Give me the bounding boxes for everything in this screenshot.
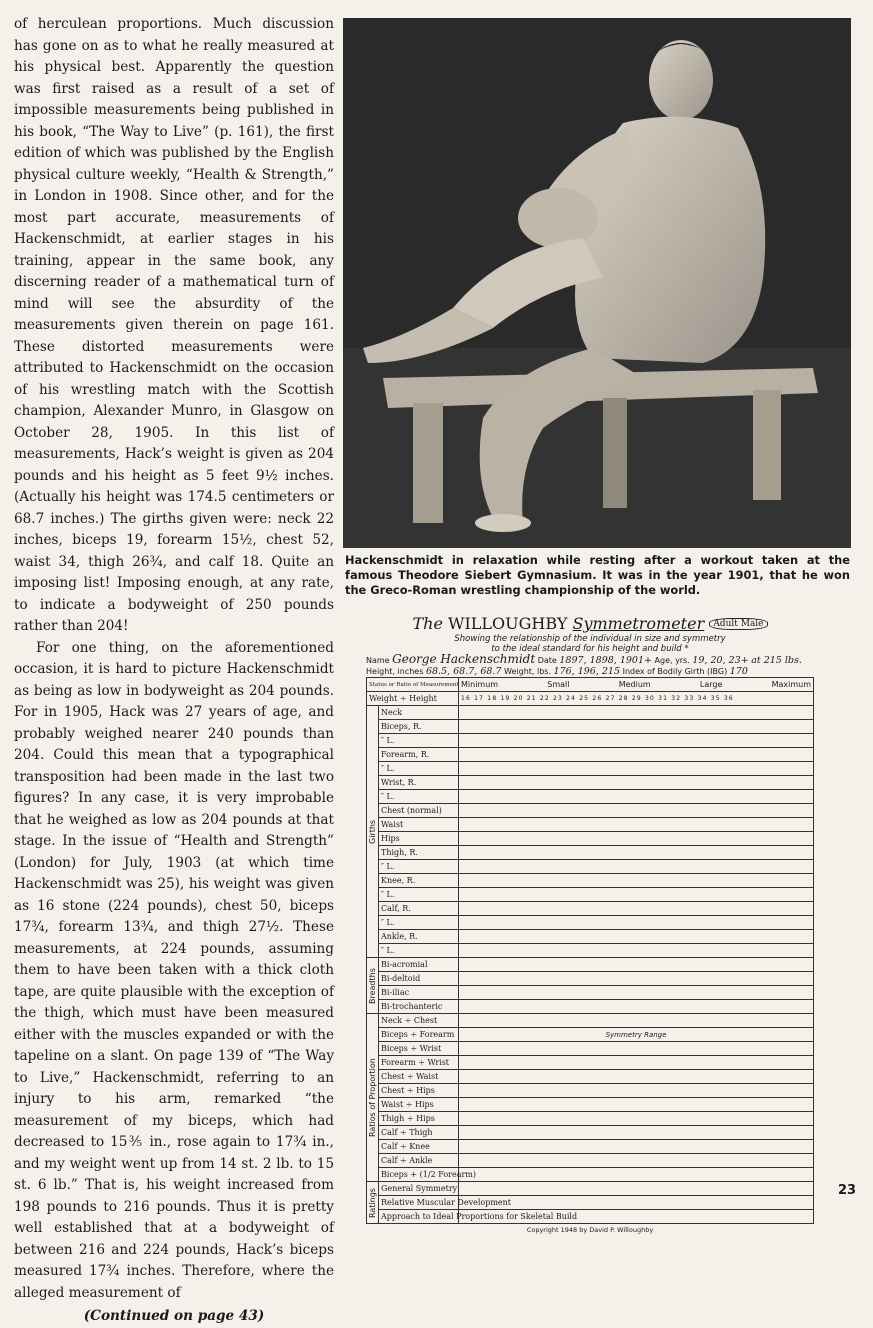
- breadths-item-label: Bi-acromial: [379, 958, 459, 972]
- girths-row: [367, 902, 814, 916]
- girths-item-label: Forearm, R.: [379, 748, 459, 762]
- girths-row: [367, 846, 814, 860]
- girths-item-label: ″ L.: [379, 790, 459, 804]
- girths-item-label: ″ L.: [379, 916, 459, 930]
- symmetry-range-label: Symmetry Range: [605, 1030, 667, 1039]
- girths-row: [367, 930, 814, 944]
- ratios-plot-cell: [459, 1042, 814, 1056]
- index-value: 170: [729, 666, 748, 677]
- girths-plot-cell: [459, 846, 814, 860]
- girths-row: [367, 888, 814, 902]
- breadths-item-label: Bi-iliac: [379, 986, 459, 1000]
- ratios-row: [367, 1154, 814, 1168]
- ratios-item-label: Chest ÷ Hips: [379, 1084, 459, 1098]
- breadths-plot-cell: [459, 1000, 814, 1014]
- ratios-group-label: Ratios of Proportion: [367, 1014, 379, 1182]
- ratios-plot-cell: [459, 1168, 814, 1182]
- girths-row: [367, 790, 814, 804]
- scale-header-row: [367, 678, 814, 692]
- bench-leg-middle: [603, 398, 627, 508]
- symmetrometer-chart: [366, 614, 814, 1234]
- photo-illustration: [343, 18, 851, 548]
- girths-plot-cell: [459, 706, 814, 720]
- girths-item-label: Chest (normal): [379, 804, 459, 818]
- ratings-item-label: Relative Muscular Development: [379, 1196, 459, 1210]
- girths-plot-cell: [459, 888, 814, 902]
- date-value: 1897, 1898, 1901+: [559, 655, 652, 666]
- forearm-shape: [518, 188, 598, 248]
- girths-row: [367, 706, 814, 720]
- ratios-item-label: Neck ÷ Chest: [379, 1014, 459, 1028]
- scale-numbers: 16 17 18 19 20 21 22 23 24 25 26 27 28 29 30 31 32 33 34 35 36: [459, 692, 814, 706]
- girths-plot-cell: [459, 902, 814, 916]
- ratios-item-label: Chest ÷ Waist: [379, 1070, 459, 1084]
- symmetrometer-table: [366, 677, 814, 1224]
- ratios-plot-cell: [459, 1070, 814, 1084]
- ratios-plot-cell: [459, 1014, 814, 1028]
- ratios-row: [367, 1014, 814, 1028]
- girths-item-label: Wrist, R.: [379, 776, 459, 790]
- height-value: 68.5, 68.7, 68.7: [425, 666, 502, 677]
- chart-title-name: WILLOUGHBY: [448, 614, 568, 633]
- weight-height-label: Weight ÷ Height: [367, 692, 459, 706]
- foot-shape: [475, 514, 531, 532]
- scale-small: Small: [547, 679, 570, 689]
- status-label: Status or Ratio of Measurement: [367, 678, 459, 692]
- ratios-row: [367, 1028, 814, 1042]
- breadths-row: [367, 958, 814, 972]
- girths-row: [367, 748, 814, 762]
- girths-plot-cell: [459, 748, 814, 762]
- head-shape: [649, 40, 713, 120]
- age-value: 19, 20, 23+: [692, 655, 749, 666]
- breadths-row: [367, 986, 814, 1000]
- girths-plot-cell: [459, 916, 814, 930]
- girths-row: [367, 874, 814, 888]
- breadths-row: [367, 1000, 814, 1014]
- breadths-group-label: Breadths: [367, 958, 379, 1014]
- age-note: at 215 lbs.: [751, 655, 802, 666]
- ratios-row: [367, 1042, 814, 1056]
- ratios-plot-cell: [459, 1098, 814, 1112]
- girths-plot-cell: [459, 720, 814, 734]
- breadths-plot-cell: [459, 986, 814, 1000]
- girths-plot-cell: [459, 776, 814, 790]
- chart-meta-row-1: [366, 654, 814, 666]
- photo-caption: Hackenschmidt in relaxation while resting after a workout taken at the famous Theodore Siebert Gymnasium. It was in the year 1901, that he won the Greco-Roman wrestling championship of the world.: [345, 553, 850, 597]
- chart-title-word: Symmetrometer: [572, 614, 705, 633]
- ratios-item-label: Calf ÷ Knee: [379, 1140, 459, 1154]
- girths-item-label: ″ L.: [379, 860, 459, 874]
- ratios-plot-cell: [459, 1056, 814, 1070]
- girths-item-label: Hips: [379, 832, 459, 846]
- girths-item-label: ″ L.: [379, 762, 459, 776]
- girths-row: [367, 944, 814, 958]
- girths-row: [367, 818, 814, 832]
- chart-title: [366, 614, 814, 634]
- girths-item-label: Biceps, R.: [379, 720, 459, 734]
- ratios-row: [367, 1112, 814, 1126]
- girths-item-label: Thigh, R.: [379, 846, 459, 860]
- girths-row: [367, 860, 814, 874]
- ratios-plot-cell: [459, 1028, 814, 1042]
- girths-row: [367, 776, 814, 790]
- article-paragraph-1: of herculean proportions. Much discussion has gone on as to what he really measured at his physical best. Apparently the question was first raised as a result of a set of impossible measurements being published in his book, “The Way to Live” (p. 161), the first edition of which was published by the English physical culture weekly, “Health & Strength,” in London in 1908. Since other, and for the most part accurate, measurements of Hackenschmidt, at earlier stages in his training, appear in the same book, any discerning reader of a mathematical turn of mind will see the absurdity of the measurements given therein on page 161. These distorted measurements were attributed to Hackenschmidt on the occasion of his wrestling match with the Scottish champion, Alexander Munro, in Glasgow on October 28, 1905. In this list of measurements, Hack’s weight is given as 204 pounds and his height as 5 feet 9½ inches. (Actually his height was 174.5 centimeters or 68.7 inches.) The girths given were: neck 22 inches, biceps 19, forearm 15½, chest 52, waist 34, thigh 26¾, and calf 18. Quite an imposing list! Imposing enough, at any rate, to indicate a bodyweight of 250 pounds rather than 204!: [14, 16, 334, 634]
- ratios-item-label: Forearm ÷ Wrist: [379, 1056, 459, 1070]
- ratios-item-label: Biceps ÷ Wrist: [379, 1042, 459, 1056]
- ratios-plot-cell: [459, 1112, 814, 1126]
- breadths-row: [367, 972, 814, 986]
- ratios-item-label: Calf ÷ Thigh: [379, 1126, 459, 1140]
- ratios-row: [367, 1070, 814, 1084]
- ratings-group-label: Ratings: [367, 1182, 379, 1224]
- girths-plot-cell: [459, 930, 814, 944]
- ratios-row: [367, 1168, 814, 1182]
- scale-header: [459, 678, 814, 692]
- girths-row: [367, 832, 814, 846]
- girths-row: [367, 720, 814, 734]
- girths-item-label: Knee, R.: [379, 874, 459, 888]
- scale-maximum: Maximum: [771, 679, 811, 689]
- girths-plot-cell: [459, 944, 814, 958]
- height-label: Height, inches: [366, 667, 424, 676]
- ratings-plot-cell: [459, 1182, 814, 1196]
- ratios-plot-cell: [459, 1154, 814, 1168]
- girths-row: [367, 762, 814, 776]
- scale-minimum: Minimum: [461, 679, 499, 689]
- girths-item-label: Ankle, R.: [379, 930, 459, 944]
- girths-plot-cell: [459, 832, 814, 846]
- scale-large: Large: [699, 679, 723, 689]
- weight-height-row: [367, 692, 814, 706]
- ratios-row: [367, 1056, 814, 1070]
- article-text: [14, 14, 334, 1324]
- ratios-plot-cell: [459, 1140, 814, 1154]
- breadths-plot-cell: [459, 972, 814, 986]
- girths-item-label: ″ L.: [379, 944, 459, 958]
- girths-item-label: Calf, R.: [379, 902, 459, 916]
- girths-plot-cell: [459, 790, 814, 804]
- ratios-row: [367, 1098, 814, 1112]
- girths-plot-cell: [459, 860, 814, 874]
- chart-subtitle-2: to the ideal standard for his height and build *: [491, 644, 689, 654]
- age-label: Age, yrs.: [654, 656, 690, 665]
- girths-row: [367, 916, 814, 930]
- girths-plot-cell: [459, 762, 814, 776]
- name-label: Name: [366, 656, 390, 665]
- ratios-row: [367, 1140, 814, 1154]
- girths-plot-cell: [459, 734, 814, 748]
- chart-subtitle-1: Showing the relationship of the individual in size and symmetry: [454, 634, 726, 644]
- ratios-row: [367, 1084, 814, 1098]
- article-paragraph-2: For one thing, on the aforementioned occasion, it is hard to picture Hackenschmidt as being as low in bodyweight as 204 pounds. For in 1905, Hack was 27 years of age, and probably weighed nearer 240 pounds than 204. Could this mean that a typographical transposition had been made in the last two figures? In any case, it is very improbable that he weighed as low as 204 pounds at that stage. In the issue of “Health and Strength” (London) for July, 1903 (at which time Hackenschmidt was 25), his weight was given as 16 stone (224 pounds), chest 50, biceps 17¾, forearm 13¾, and thigh 27½. These measurements, at 224 pounds, assuming them to have been taken with a thick cloth tape, are quite plausible with the exception of the thigh, which must have been measured either with the muscles expanded or with the tapeline on a slant. On page 139 of “The Way to Live,” Hackenschmidt, referring to an injury to his arm, remarked “the measurement of my biceps, which had decreased to 15⅗ in., rose again to 17¾ in., and my weight went up from 14 st. 2 lb. to 15 st. 6 lb.” That is, his weight increased from 198 pounds to 216 pounds. Thus it is pretty well established that at a bodyweight of between 216 and 224 pounds, Hack’s biceps measured 17¾ inches. Therefore, where the alleged measurement of: [14, 639, 334, 1301]
- scale-medium: Medium: [618, 679, 651, 689]
- girths-row: [367, 804, 814, 818]
- weight-value: 176, 196, 215: [553, 666, 621, 677]
- ratios-item-label: Biceps ÷ Forearm: [379, 1028, 459, 1042]
- date-label: Date: [537, 656, 557, 665]
- ratings-row: [367, 1196, 814, 1210]
- girths-item-label: ″ L.: [379, 734, 459, 748]
- ratings-row: [367, 1182, 814, 1196]
- ratios-plot-cell: [459, 1126, 814, 1140]
- chart-title-badge: Adult Male: [709, 618, 767, 630]
- hackenschmidt-photo: [343, 18, 851, 548]
- ratios-item-label: Calf ÷ Ankle: [379, 1154, 459, 1168]
- girths-group-label: Girths: [367, 706, 379, 958]
- ratios-item-label: Thigh ÷ Hips: [379, 1112, 459, 1126]
- ratings-item-label: Approach to Ideal Proportions for Skeletal Build: [379, 1210, 459, 1224]
- chart-meta-row-2: [366, 666, 814, 677]
- ratios-plot-cell: [459, 1084, 814, 1098]
- girths-plot-cell: [459, 818, 814, 832]
- girths-row: [367, 734, 814, 748]
- girths-item-label: Neck: [379, 706, 459, 720]
- breadths-item-label: Bi-deltoid: [379, 972, 459, 986]
- ratings-item-label: General Symmetry: [379, 1182, 459, 1196]
- breadths-item-label: Bi-trochanteric: [379, 1000, 459, 1014]
- name-value: George Hackenschmidt: [392, 652, 536, 666]
- bench-leg-left: [413, 403, 443, 523]
- weight-label: Weight, lbs.: [504, 667, 551, 676]
- ratios-item-label: Waist ÷ Hips: [379, 1098, 459, 1112]
- girths-item-label: Waist: [379, 818, 459, 832]
- ratios-item-label: Biceps + (1/2 Forearm): [379, 1168, 459, 1182]
- page-number: 23: [838, 1183, 857, 1198]
- girths-plot-cell: [459, 804, 814, 818]
- ratios-row: [367, 1126, 814, 1140]
- breadths-plot-cell: [459, 958, 814, 972]
- ratings-plot-cell: [459, 1196, 814, 1210]
- bench-leg-right: [753, 390, 781, 500]
- ratings-row: [367, 1210, 814, 1224]
- chart-copyright: Copyright 1948 by David P. Willoughby: [526, 1226, 654, 1234]
- index-label: Index of Bodily Girth (IBG): [622, 667, 728, 676]
- chart-title-the: The: [412, 614, 443, 633]
- girths-item-label: ″ L.: [379, 888, 459, 902]
- girths-plot-cell: [459, 874, 814, 888]
- continued-note[interactable]: (Continued on page 43): [83, 1308, 265, 1324]
